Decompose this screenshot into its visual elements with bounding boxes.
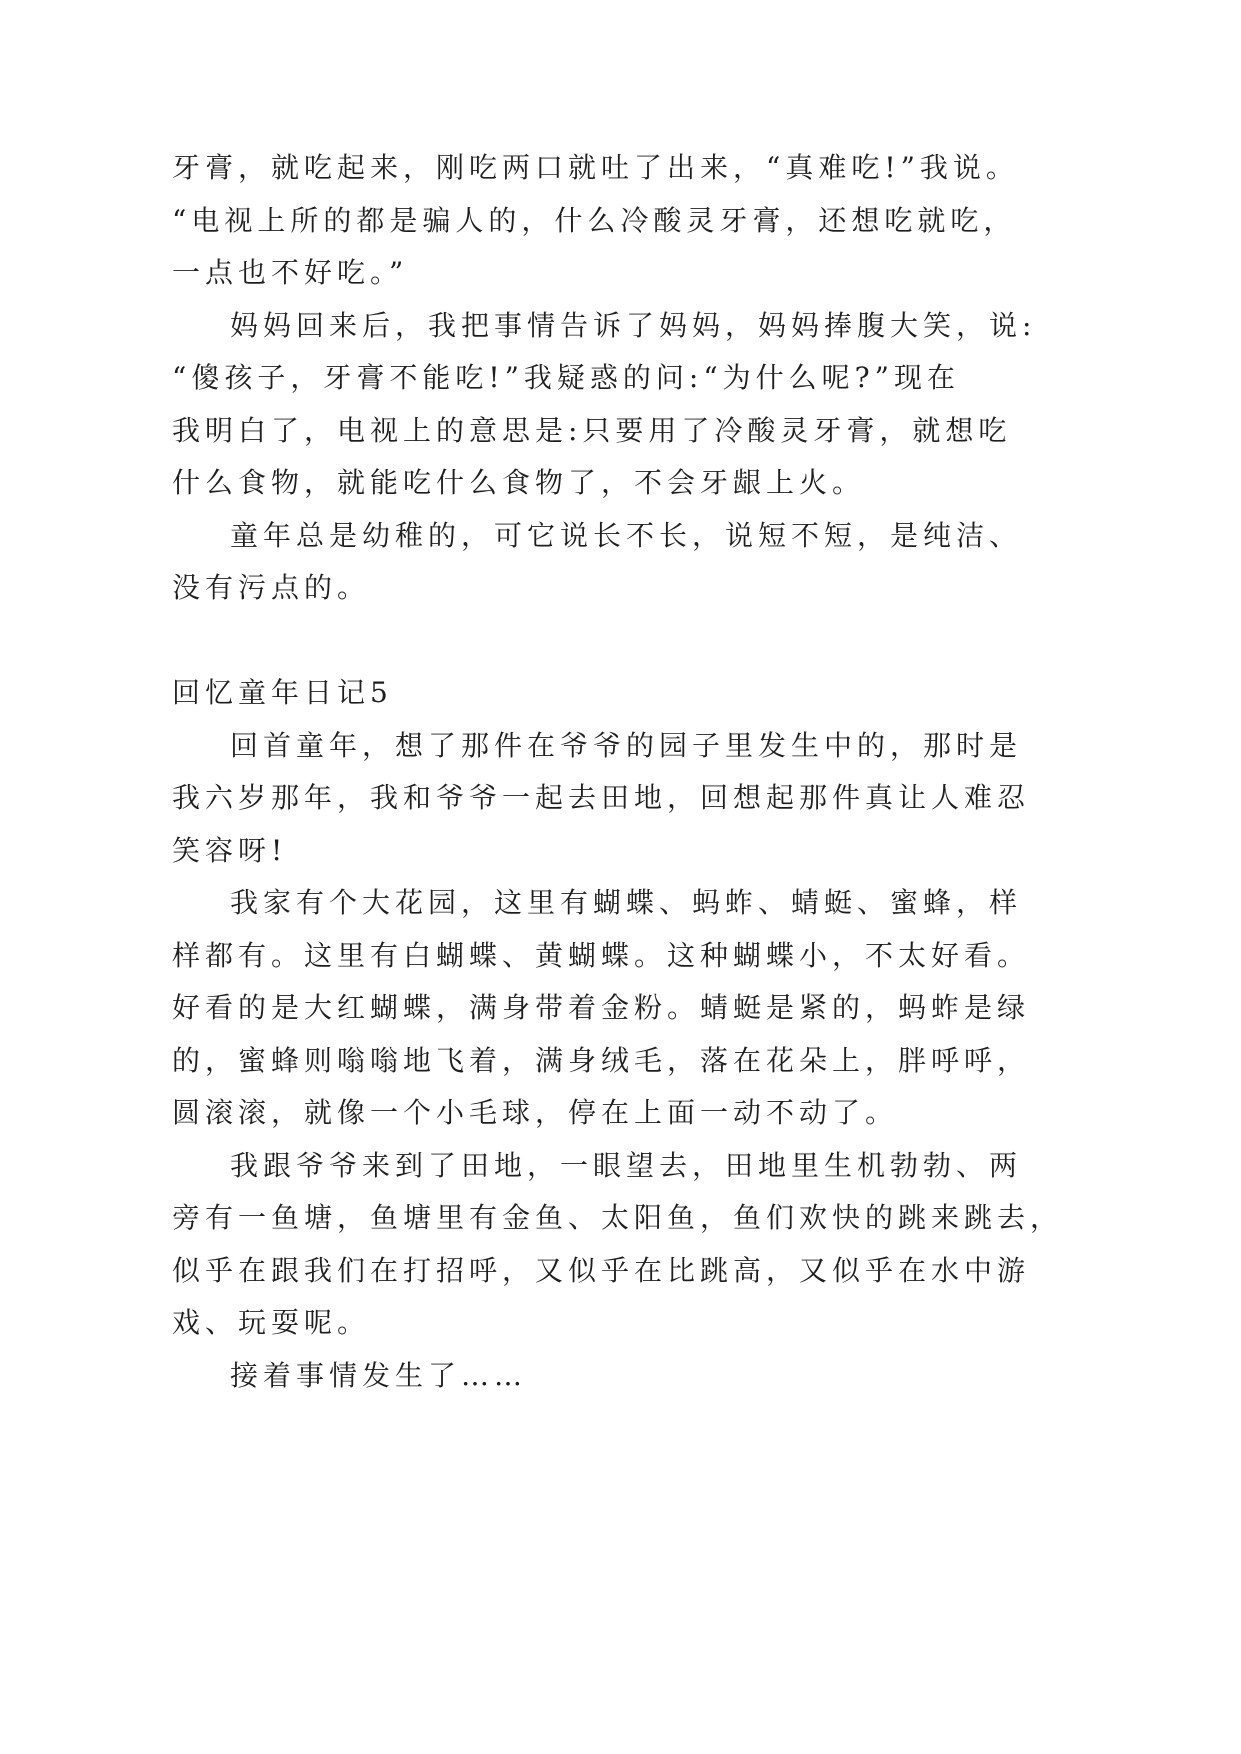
text-line: 我明白了，电视上的意思是:只要用了冷酸灵牙膏，就想吃 bbox=[172, 413, 1012, 447]
text-line: 旁有一鱼塘，鱼塘里有金鱼、太阳鱼，鱼们欢快的跳来跳去， bbox=[172, 1201, 1064, 1234]
text-line: 接着事情发生了…… bbox=[230, 1358, 528, 1392]
text-line: 我家有个大花园，这里有蝴蝶、蚂蚱、蜻蜓、蜜蜂，样 bbox=[230, 886, 1023, 919]
paragraph bbox=[172, 1140, 1121, 1350]
paragraph-continuation bbox=[172, 142, 1121, 300]
section-heading bbox=[172, 667, 1121, 720]
text-line: 好看的是大红蝴蝶，满身带着金粉。蜻蜓是紧的，蚂蚱是绿 bbox=[172, 991, 1031, 1024]
text-line: “电视上所的都是骗人的，什么冷酸灵牙膏，还想吃就吃， bbox=[172, 203, 1017, 237]
paragraph bbox=[172, 300, 1121, 510]
text-line: 妈妈回来后，我把事情告诉了妈妈，妈妈捧腹大笑，说: bbox=[230, 308, 1037, 342]
text-line: 童年总是幼稚的，可它说长不长，说短不短，是纯洁、 bbox=[230, 518, 1023, 552]
paragraph bbox=[172, 510, 1121, 615]
paragraph bbox=[172, 1350, 1121, 1403]
text-line: 圆滚滚，就像一个小毛球，停在上面一动不动了。 bbox=[172, 1096, 899, 1129]
text-line: 的，蜜蜂则嗡嗡地飞着，满身绒毛，落在花朵上，胖呼呼， bbox=[172, 1043, 1031, 1077]
text-line: “傻孩子，牙膏不能吃!”我疑惑的问:“为什么呢?”现在 bbox=[172, 361, 960, 394]
text-line: 没有污点的。 bbox=[172, 571, 371, 604]
text-line: 牙膏，就吃起来，刚吃两口就吐了出来，“真难吃!”我说。 bbox=[172, 151, 1019, 184]
heading-text: 回忆童年日记5 bbox=[172, 676, 393, 709]
text-line: 回首童年，想了那件在爷爷的园子里发生中的，那时是 bbox=[230, 728, 1023, 762]
paragraph bbox=[172, 877, 1121, 1140]
text-line: 一点也不好吃。” bbox=[172, 256, 409, 289]
paragraph bbox=[172, 720, 1121, 878]
text-line: 似乎在跟我们在打招呼，又似乎在比跳高，又似乎在水中游 bbox=[172, 1253, 1031, 1287]
text-line: 我跟爷爷来到了田地，一眼望去，田地里生机勃勃、两 bbox=[230, 1148, 1023, 1182]
text-line: 样都有。这里有白蝴蝶、黄蝴蝶。这种蝴蝶小，不太好看。 bbox=[172, 938, 1031, 972]
text-line: 笑容呀! bbox=[172, 833, 288, 867]
text-line: 我六岁那年，我和爷爷一起去田地，回想起那件真让人难忍 bbox=[172, 781, 1031, 814]
text-line: 戏、玩耍呢。 bbox=[172, 1306, 371, 1339]
text-line: 什么食物，就能吃什么食物了，不会牙龈上火。 bbox=[172, 466, 866, 499]
